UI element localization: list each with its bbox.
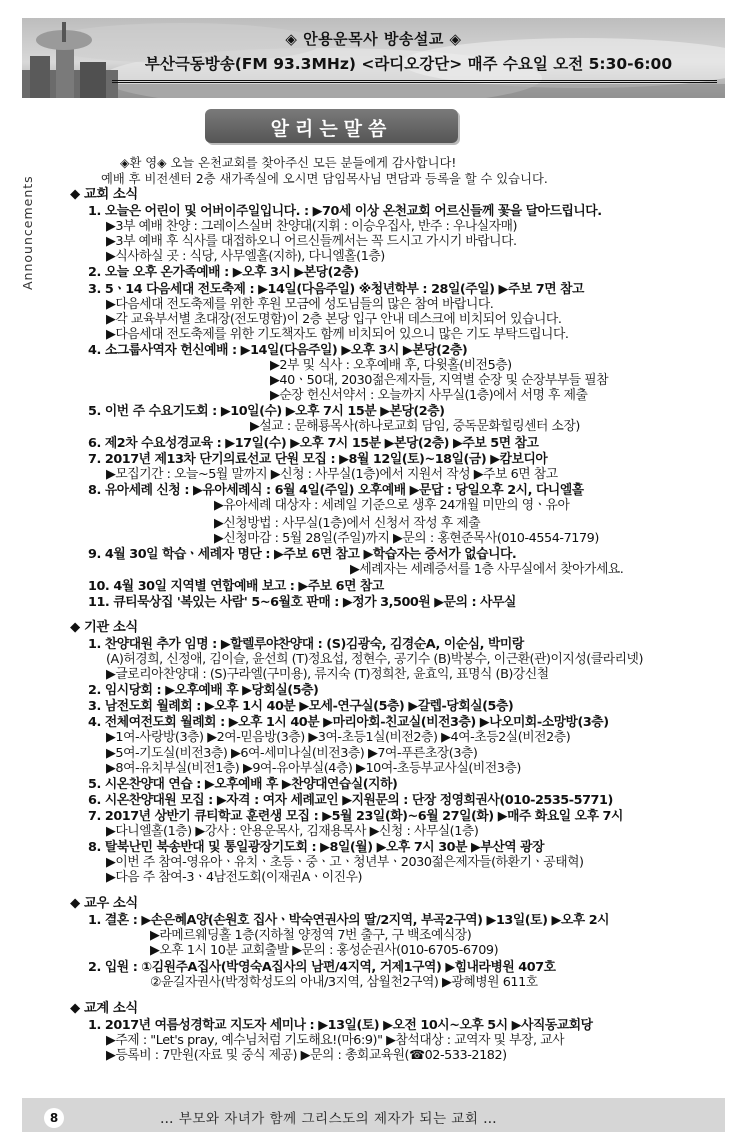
welcome-line: ◈환 영◈ 오늘 온천교회를 찾아주신 모든 분들에게 감사합니다! [120, 156, 457, 170]
announcement-item: 1. 찬양대원 추가 임명 : ▶할렐루야찬양대 : (S)김광숙, 김경순A, 이순심, 박미랑 [88, 637, 524, 652]
section-heading-denomination: ◆ 교계 소식 [70, 1001, 138, 1016]
announcement-item: 11. 큐티묵상집 '복있는 사람' 5~6월호 판매 : ▶정가 3,500원 ▶문의 : 사무실 [88, 595, 516, 610]
announcement-detail: ▶5여-기도실(비전3층) ▶6여-세미나실(비전3층) ▶7여-푸른초장(3층) [106, 746, 478, 761]
announcement-detail: ▶등록비 : 7만원(자료 및 중식 제공) ▶문의 : 총회교육원(☎02-533-2182) [106, 1048, 507, 1063]
announcement-item: 3. 남전도회 월례회 : ▶오후 1시 40분 ▶모세-연구실(5층) ▶갈렙-당회실(5층) [88, 699, 514, 714]
announcement-detail: ▶1여-사랑방(3층) ▶2여-믿음방(3층) ▶3여-초등1실(비전2층) ▶4여-초등2실(비전2층) [106, 730, 571, 745]
announcement-detail: ▶모집기간 : 오늘~5월 말까지 ▶신청 : 사무실(1층)에서 지원서 작성 ▶주보 6면 참고 [106, 467, 558, 482]
announcement-detail: ▶주제 : "Let's pray, 예수님처럼 기도해요!(마6:9)" ▶참석대상 : 교역자 및 부장, 교사 [106, 1033, 565, 1048]
section-heading-church: ◆ 교회 소식 [70, 187, 138, 202]
announcement-detail: ▶유아세례 대상자 : 세례일 기준으로 생후 24개월 미만의 영ㆍ유아 [214, 498, 570, 513]
announcement-item: 1. 결혼 : ▶손은혜A양(손원호 집사ㆍ박숙연권사의 딸/2지역, 부곡2구역) ▶13일(토) ▶오후 2시 [88, 913, 610, 928]
announcement-detail: ▶설교 : 문해룡목사(하나로교회 담임, 중독문화힐링센터 소장) [250, 419, 580, 434]
announcement-item: 2. 오늘 오후 온가족예배 : ▶오후 3시 ▶본당(2층) [88, 265, 359, 280]
welcome-instruction: 예배 후 비전센터 2층 새가족실에 오시면 담임목사님 면담과 등록을 할 수 있습니다. [101, 172, 548, 186]
announcement-item: 6. 제2차 수요성경교육 : ▶17일(수) ▶오후 7시 15분 ▶본당(2층) ▶주보 5면 참고 [88, 436, 539, 451]
announcement-detail: ▶3부 예배 후 식사를 대접하오니 어르신들께서는 꼭 드시고 가시기 바랍니다. [106, 234, 517, 249]
announcement-detail: ▶40ㆍ50대, 2030젊은제자들, 지역별 순장 및 순장부부들 필참 [270, 373, 609, 388]
announcement-detail: ▶라메르웨딩홀 1층(지하철 양정역 7번 출구, 구 백조예식장) [150, 928, 472, 943]
announcement-item: 1. 오늘은 어린이 및 어버이주일입니다. : ▶70세 이상 온천교회 어르신들께 꽃을 달아드립니다. [88, 204, 602, 219]
announcement-detail: ▶다음세대 전도축제를 위한 기도책자도 함께 비치되어 있으니 많은 기도 부탁드립니다. [106, 327, 569, 342]
announcement-item: 4. 소그룹사역자 헌신예배 : ▶14일(다음주일) ▶오후 3시 ▶본당(2층) [88, 343, 468, 358]
announcement-detail: ▶글로리아찬양대 : (S)구라엘(구미용), 류지숙 (T)정희찬, 윤효익, 표명식 (B)강신철 [106, 667, 549, 682]
announcement-item: 3. 5ㆍ14 다음세대 전도축제 : ▶14일(다음주일) ※청년학부 : 28일(주일) ▶주보 7면 참고 [88, 282, 584, 297]
announcement-item: 7. 2017년 상반기 큐티학교 훈련생 모집 : ▶5월 23일(화)~6월 27일(화) ▶매주 화요일 오후 7시 [88, 809, 623, 824]
broadcast-title: ◈ 안용운목사 방송설교 ◈ [285, 30, 462, 48]
announcement-detail: ▶오후 1시 10분 교회출발 ▶문의 : 홍성순권사(010-6705-6709) [150, 943, 499, 958]
section-heading-organizations: ◆ 기관 소식 [70, 620, 138, 635]
announcement-item: 8. 탈북난민 북송반대 및 통일광장기도회 : ▶8일(월) ▶오후 7시 30분 ▶부산역 광장 [88, 840, 544, 855]
announcement-item: 7. 2017년 제13차 단기의료선교 단원 모집 : ▶8월 12일(토)~18일(금) ▶캄보디아 [88, 452, 548, 467]
section-heading-members: ◆ 교우 소식 [70, 896, 138, 911]
announcement-detail: (A)허경희, 신정애, 김이슬, 윤선희 (T)정요섭, 정현수, 공기수 (B)박봉수, 이근환(관)이지성(클라리넷) [106, 652, 643, 667]
announcement-item: 4. 전체여전도회 월례회 : ▶오후 1시 40분 ▶마리아회-친교실(비전3층) ▶나오미회-소망방(3층) [88, 715, 609, 730]
announcement-detail: ▶식사하실 곳 : 식당, 사무엘홀(지하), 다니엘홀(1층) [106, 249, 385, 264]
church-motto: … 부모와 자녀가 함께 그리스도의 제자가 되는 교회 … [160, 1111, 498, 1127]
announcement-item: 8. 유아세례 신청 : ▶유아세례식 : 6월 4일(주일) 오후예배 ▶문답 : 당일오후 2시, 다니엘홀 [88, 483, 584, 498]
announcement-detail: ▶다음 주 참여-3ㆍ4남전도회(이재권Aㆍ이진우) [106, 870, 363, 885]
announcement-detail: ▶2부 및 식사 : 오후예배 후, 다윗홀(비전5층) [270, 358, 512, 373]
announcement-item: 2. 입원 : ①김원주A집사(박영숙A집사의 남편/4지역, 거제1구역) ▶힘내라병원 407호 [88, 960, 556, 975]
announcement-detail: ▶3부 예배 찬양 : 그레이스실버 찬양대(지휘 : 이승우집사, 반주 : 우나실자매) [106, 219, 518, 234]
announcement-detail: ▶다니엘홀(1층) ▶강사 : 안용운목사, 김재용목사 ▶신청 : 사무실(1층) [106, 824, 479, 839]
announcement-detail: ▶이번 주 참여-영유아ㆍ유치ㆍ초등ㆍ중ㆍ고ㆍ청년부ㆍ2030젊은제자들(하환기ㆍ공태혁) [106, 855, 584, 870]
page-title: 알리는말씀 [270, 118, 393, 140]
announcement-item: 5. 시온찬양대 연습 : ▶오후예배 후 ▶찬양대연습실(지하) [88, 777, 398, 792]
announcement-detail: ▶신청방법 : 사무실(1층)에서 신청서 작성 후 제출 [214, 516, 481, 531]
announcement-item: 10. 4월 30일 지역별 연합예배 보고 : ▶주보 6면 참고 [88, 579, 384, 594]
page-number: 8 [44, 1108, 64, 1128]
announcement-item: 1. 2017년 여름성경학교 지도자 세미나 : ▶13일(토) ▶오전 10시~오후 5시 ▶사직동교회당 [88, 1018, 593, 1033]
announcement-item: 9. 4월 30일 학습ㆍ세례자 명단 : ▶주보 6면 참고 ▶학습자는 증서가 없습니다. [88, 547, 517, 562]
announcement-detail: ▶각 교육부서별 초대장(전도명함)이 2층 본당 입구 안내 데스크에 비치되어 있습니다. [106, 312, 562, 327]
side-label: Announcements [20, 175, 35, 290]
broadcast-schedule: 부산극동방송(FM 93.3MHz) <라디오강단> 매주 수요일 오전 5:30-6:00 [144, 55, 673, 73]
announcement-detail: ▶다음세대 전도축제를 위한 후원 모금에 성도님들의 많은 참여 바랍니다. [106, 297, 494, 312]
announcement-detail: ▶신청마감 : 5월 28일(주일)까지 ▶문의 : 홍현준목사(010-4554-7179) [214, 531, 599, 546]
announcement-detail: ▶세례자는 세례증서를 1층 사무실에서 찾아가세요. [350, 562, 624, 577]
announcement-detail: ▶순장 헌신서약서 : 오늘까지 사무실(1층)에서 서명 후 제출 [270, 388, 588, 403]
announcement-detail: ②윤길자권사(박정학성도의 아내/3지역, 삼월천2구역) ▶광혜병원 611호 [150, 975, 538, 990]
announcement-item: 2. 임시당회 : ▶오후예배 후 ▶당회실(5층) [88, 683, 319, 698]
announcement-item: 6. 시온찬양대원 모집 : ▶자격 : 여자 세례교인 ▶지원문의 : 단장 정영희권사(010-2535-5771) [88, 793, 613, 808]
announcement-detail: ▶8여-유치부실(비전1층) ▶9여-유아부실(4층) ▶10여-초등부교사실(비전3층) [106, 761, 521, 776]
announcement-item: 5. 이번 주 수요기도회 : ▶10일(수) ▶오후 7시 15분 ▶본당(2층) [88, 404, 445, 419]
